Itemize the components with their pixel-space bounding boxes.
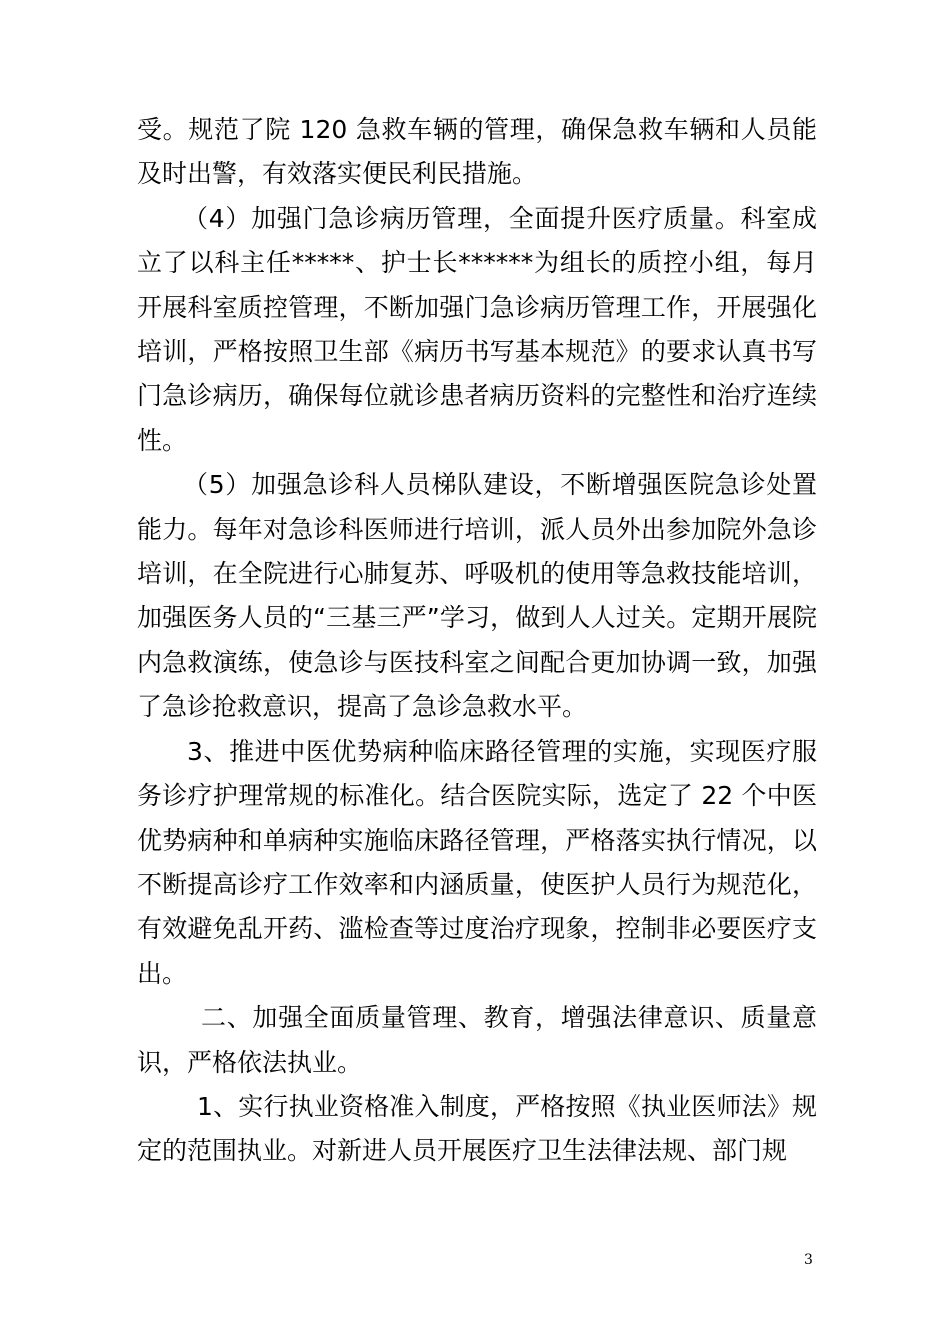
body-text: [137, 108, 817, 1174]
page-number: 3: [804, 1252, 813, 1268]
paragraph-heading-2: 二、加强全面质量管理、教育，增强法律意识、质量意识，严格依法执业。: [137, 1003, 817, 1077]
paragraph-section-3: 3、推进中医优势病种临床路径管理的实施，实现医疗服务诊疗护理常规的标准化。结合医院实际，选定了 22 个中医优势病种和单病种实施临床路径管理，严格落实执行情况，以不断提高诊疗工作效率和内涵质量，使医护人员行为规范化，有效避免乱开药、滥检查等过度治疗现象，控制非必要医疗支出。: [137, 736, 817, 988]
paragraph-item-4: （4）加强门急诊病历管理，全面提升医疗质量。科室成立了以科主任*****、护士长******为组长的质控小组，每月开展科室质控管理，不断加强门急诊病历管理工作，开展强化培训，严格按照卫生部《病历书写基本规范》的要求认真书写门急诊病历，确保每位就诊患者病历资料的完整性和治疗连续性。: [137, 203, 817, 455]
paragraph-section-1: 1、实行执业资格准入制度，严格按照《执业医师法》规定的范围执业。对新进人员开展医疗卫生法律法规、部门规: [137, 1091, 817, 1166]
paragraph-item-5: （5）加强急诊科人员梯队建设，不断增强医院急诊处置能力。每年对急诊科医师进行培训，派人员外出参加院外急诊培训，在全院进行心肺复苏、呼吸机的使用等急救技能培训，加强医务人员的“三基三严”学习，做到人人过关。定期开展院内急救演练，使急诊与医技科室之间配合更加协调一致，加强了急诊抢救意识，提高了急诊急救水平。: [137, 470, 817, 722]
paragraph-continuation: 受。规范了院 120 急救车辆的管理，确保急救车辆和人员能及时出警，有效落实便民利民措施。: [137, 115, 817, 189]
